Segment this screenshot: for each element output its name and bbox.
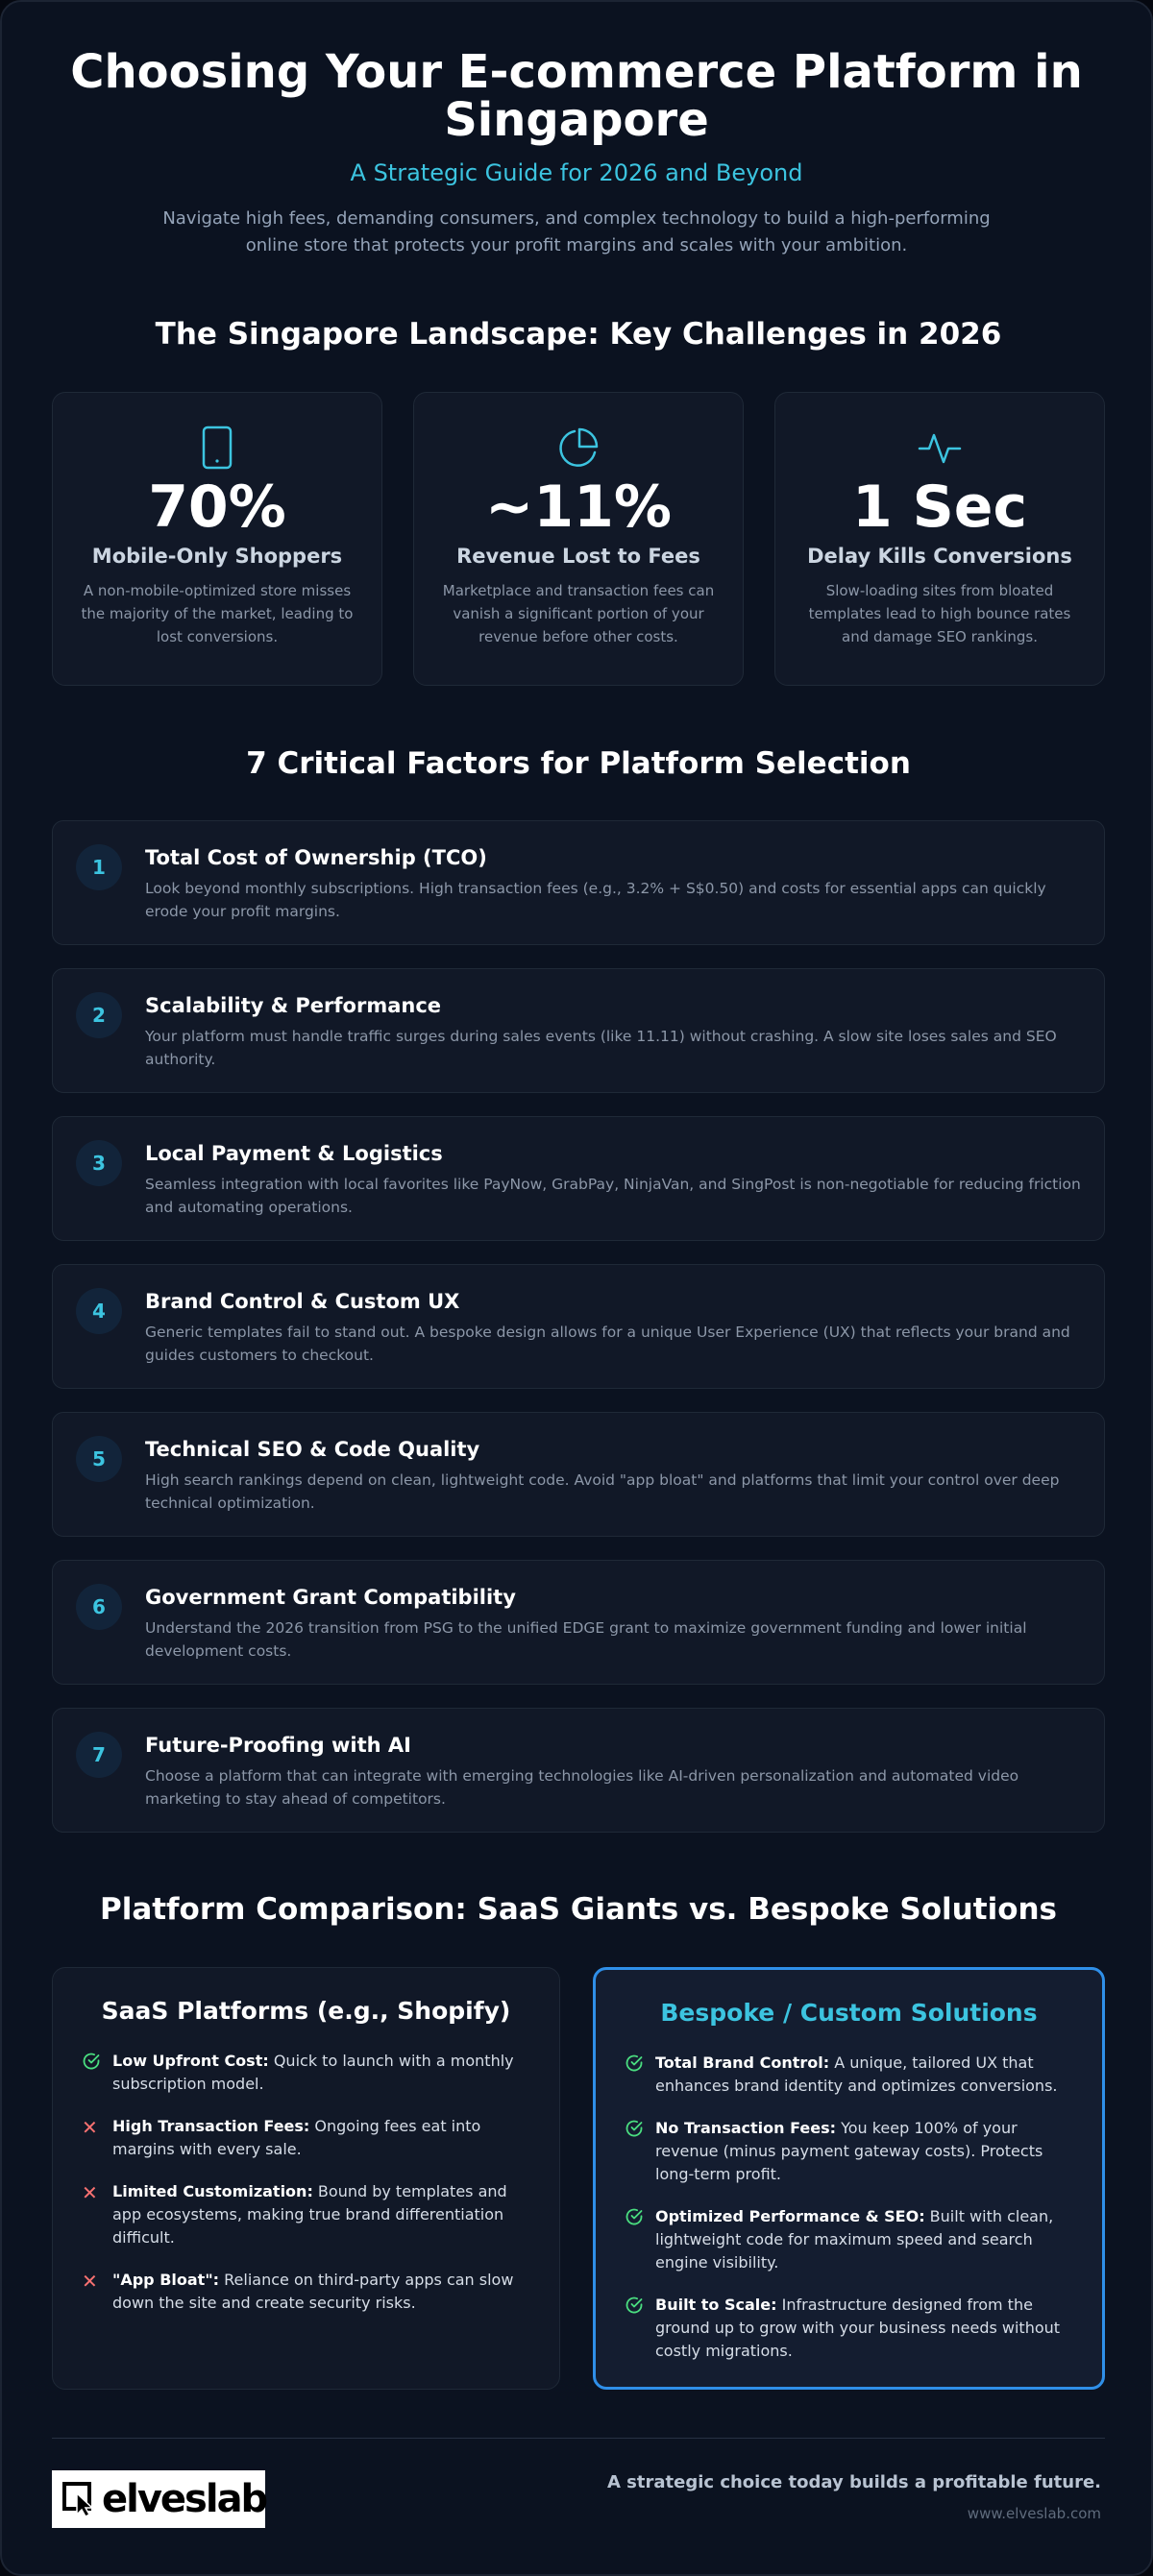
stat-card-speed bbox=[774, 392, 1105, 686]
list-item bbox=[625, 2052, 1073, 2098]
factor-title: Future-Proofing with AI bbox=[145, 1734, 411, 1757]
activity-icon bbox=[775, 425, 1104, 470]
factor-description: Understand the 2026 transition from PSG to the unified EDGE grant to maximize government funding and lower initial development costs. bbox=[145, 1619, 1027, 1660]
check-circle-icon bbox=[625, 2205, 644, 2274]
list-item bbox=[625, 2294, 1073, 2363]
item-bold: Total Brand Control: bbox=[655, 2054, 830, 2072]
stat-description: A non-mobile-optimized store misses the majority of the market, leading to lost conversions. bbox=[81, 582, 354, 645]
factors-title: 7 Critical Factors for Platform Selection bbox=[246, 746, 911, 781]
factor-description: Look beyond monthly subscriptions. High transaction fees (e.g., 3.2% + S$0.50) and costs for essential apps can quickly erode your profit margins. bbox=[145, 880, 1046, 920]
intro-text: Navigate high fees, demanding consumers, and complex technology to build a high-performing online store that protects your profit margins and scales with your ambition. bbox=[162, 208, 991, 255]
item-text: Bound by templates and app ecosystems, making true brand differentiation difficult. bbox=[112, 2182, 507, 2247]
list-item bbox=[625, 2205, 1073, 2274]
stat-label: Delay Kills Conversions bbox=[807, 545, 1072, 568]
brand-logo[interactable] bbox=[52, 2470, 265, 2528]
bespoke-column bbox=[593, 1967, 1105, 2390]
factor-title: Total Cost of Ownership (TCO) bbox=[145, 846, 487, 869]
cursor-logo-icon bbox=[61, 2478, 100, 2520]
item-bold: Built to Scale: bbox=[655, 2296, 777, 2314]
landscape-title: The Singapore Landscape: Key Challenges in 2026 bbox=[155, 317, 1002, 352]
item-bold: High Transaction Fees: bbox=[112, 2117, 310, 2135]
factor-description: Choose a platform that can integrate with emerging technologies like AI-driven personalization and automated video marketing to stay ahead of competitors. bbox=[145, 1767, 1019, 1808]
item-bold: "App Bloat": bbox=[112, 2271, 220, 2289]
factor-description: Generic templates fail to stand out. A bespoke design allows for a unique User Experience (UX) that reflects your brand and guides customers to checkout. bbox=[145, 1324, 1070, 1364]
comparison-title: Platform Comparison: SaaS Giants vs. Bespoke Solutions bbox=[99, 1892, 1058, 1927]
check-circle-icon bbox=[82, 2050, 101, 2096]
factor-title: Scalability & Performance bbox=[145, 994, 442, 1017]
factor-card bbox=[52, 968, 1105, 1093]
stat-label: Mobile-Only Shoppers bbox=[91, 545, 343, 568]
factor-title: Government Grant Compatibility bbox=[145, 1586, 516, 1609]
stat-value: 1 Sec bbox=[851, 474, 1028, 541]
footer-divider bbox=[52, 2438, 1105, 2439]
smartphone-icon bbox=[53, 425, 381, 470]
stat-value: 70% bbox=[148, 474, 286, 541]
factor-title: Local Payment & Logistics bbox=[145, 1142, 443, 1165]
item-text: You keep 100% of your revenue (minus payment gateway costs). Protects long-term profit. bbox=[655, 2119, 1043, 2183]
footer-url-link[interactable]: www.elveslab.com bbox=[967, 2505, 1101, 2522]
factor-card bbox=[52, 820, 1105, 945]
item-text: Infrastructure designed from the ground up to grow with your business needs without costly migrations. bbox=[655, 2296, 1061, 2360]
list-item bbox=[625, 2117, 1073, 2186]
factor-number: 1 bbox=[76, 844, 122, 890]
factor-number: 4 bbox=[76, 1288, 122, 1334]
cross-icon: ✕ bbox=[82, 2270, 98, 2293]
factor-card bbox=[52, 1116, 1105, 1241]
factor-description: High search rankings depend on clean, lightweight code. Avoid "app bloat" and platforms that limit your control over deep technical optimization. bbox=[145, 1471, 1060, 1512]
item-bold: Low Upfront Cost: bbox=[112, 2052, 269, 2070]
factor-card bbox=[52, 1264, 1105, 1389]
cross-icon: ✕ bbox=[82, 2181, 98, 2204]
item-bold: Limited Customization: bbox=[112, 2182, 313, 2200]
factor-title: Technical SEO & Code Quality bbox=[145, 1438, 480, 1461]
check-circle-icon bbox=[625, 2052, 644, 2098]
page-title: Choosing Your E-commerce Platform in Singapore bbox=[70, 45, 1083, 147]
stat-description: Marketplace and transaction fees can vanish a significant portion of your revenue before other costs. bbox=[442, 582, 715, 645]
factor-number: 3 bbox=[76, 1140, 122, 1186]
factor-card bbox=[52, 1560, 1105, 1685]
item-text: Ongoing fees eat into margins with every sale. bbox=[112, 2117, 481, 2158]
factor-card bbox=[52, 1412, 1105, 1537]
hero-header bbox=[2, 2, 1151, 259]
factor-title: Brand Control & Custom UX bbox=[145, 1290, 460, 1313]
stats-row bbox=[52, 392, 1105, 686]
factor-number: 2 bbox=[76, 992, 122, 1038]
saas-column bbox=[52, 1967, 560, 2390]
factor-description: Your platform must handle traffic surges during sales events (like 11.11) without crashing. A slow site loses sales and SEO authority. bbox=[145, 1028, 1057, 1068]
factor-number: 6 bbox=[76, 1584, 122, 1630]
factor-number: 7 bbox=[76, 1732, 122, 1778]
item-text: Reliance on third-party apps can slow down the site and create security risks. bbox=[112, 2271, 514, 2312]
item-text: Built with clean, lightweight code for maximum speed and search engine visibility. bbox=[655, 2207, 1054, 2272]
cross-icon: ✕ bbox=[82, 2116, 98, 2139]
pie-chart-icon bbox=[414, 425, 743, 470]
check-circle-icon bbox=[625, 2117, 644, 2186]
item-text: A unique, tailored UX that enhances brand identity and optimizes conversions. bbox=[655, 2054, 1058, 2095]
check-circle-icon bbox=[625, 2294, 644, 2363]
factor-number: 5 bbox=[76, 1436, 122, 1482]
page-subtitle: A Strategic Guide for 2026 and Beyond bbox=[350, 159, 803, 186]
list-item bbox=[82, 2269, 530, 2315]
list-item bbox=[82, 2050, 530, 2096]
list-item bbox=[82, 2115, 530, 2161]
saas-heading: SaaS Platforms (e.g., Shopify) bbox=[101, 1997, 511, 2025]
footer-tagline: A strategic choice today builds a profitable future. bbox=[606, 2472, 1101, 2492]
factor-description: Seamless integration with local favorites like PayNow, GrabPay, NinjaVan, and SingPost is non-negotiable for reducing friction and automating operations. bbox=[145, 1176, 1081, 1216]
stat-description: Slow-loading sites from bloated templates lead to high bounce rates and damage SEO rankings. bbox=[808, 582, 1071, 645]
item-text: Quick to launch with a monthly subscription model. bbox=[112, 2052, 514, 2093]
stat-card-fees bbox=[413, 392, 744, 686]
factor-card bbox=[52, 1708, 1105, 1833]
comparison-columns bbox=[52, 1967, 1105, 2390]
bespoke-heading: Bespoke / Custom Solutions bbox=[660, 1999, 1038, 2027]
item-bold: Optimized Performance & SEO: bbox=[655, 2207, 925, 2225]
logo-wordmark: elveslab bbox=[102, 2477, 267, 2521]
factors-list bbox=[52, 820, 1105, 1856]
stat-value: ~11% bbox=[485, 474, 672, 541]
stat-card-mobile bbox=[52, 392, 382, 686]
item-bold: No Transaction Fees: bbox=[655, 2119, 836, 2137]
stat-label: Revenue Lost to Fees bbox=[456, 545, 700, 568]
list-item bbox=[82, 2180, 530, 2249]
